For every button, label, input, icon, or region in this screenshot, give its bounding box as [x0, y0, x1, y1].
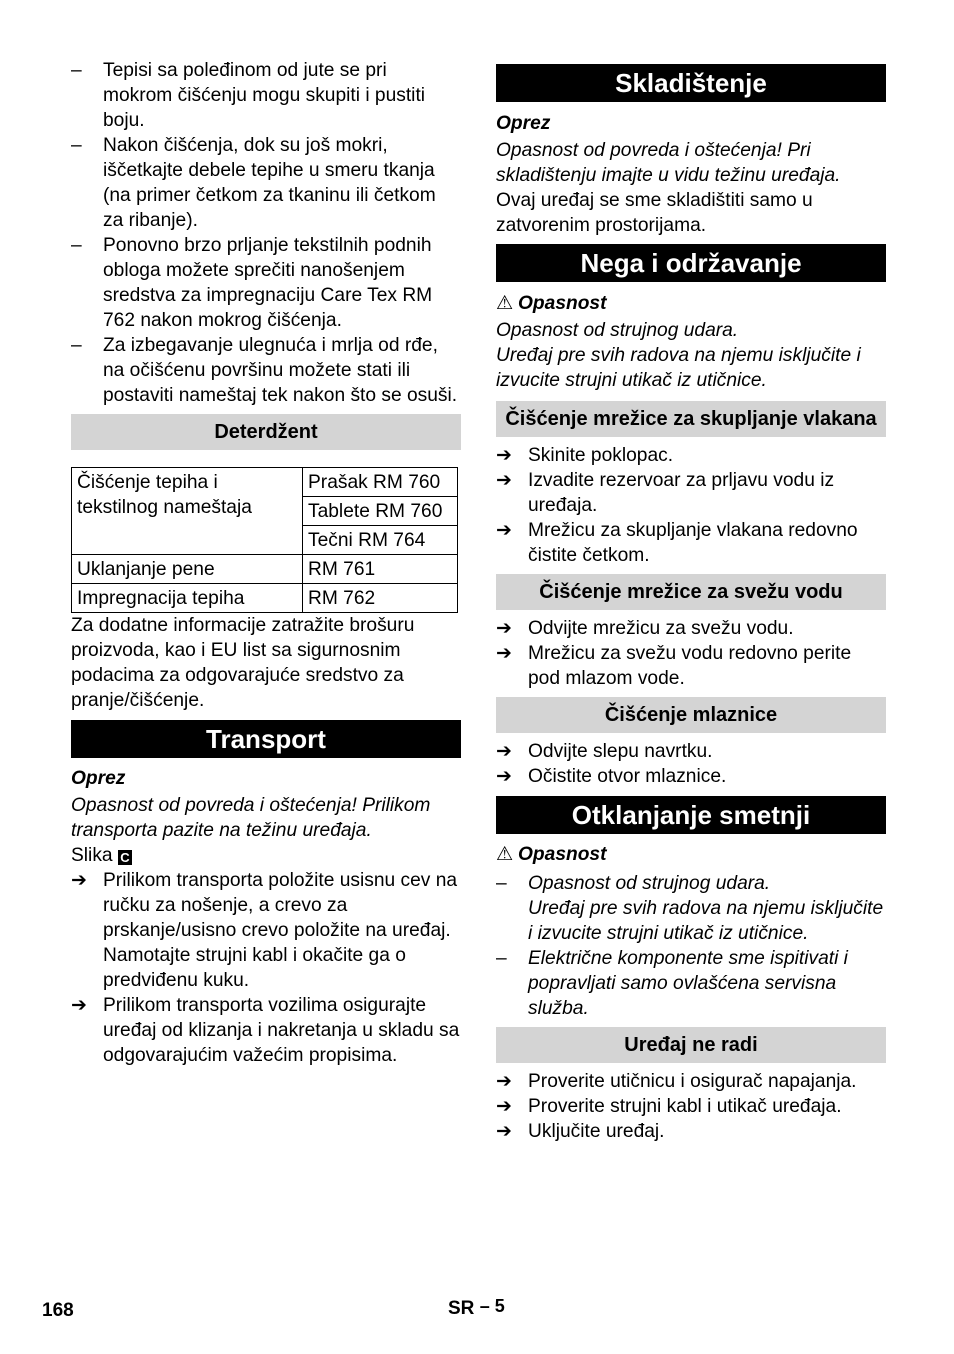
storage-text: Ovaj uređaj se sme skladištiti samo u zatvorenim prostorijama. [496, 190, 813, 236]
dash-icon: – [71, 60, 82, 81]
danger-notice: ⚠ Opasnost [496, 844, 607, 865]
dash-icon: – [496, 873, 507, 894]
figure-reference: Slika C [71, 843, 461, 868]
step-item: ➔ Proverite utičnicu i osigurač napajanja. [496, 1071, 857, 1092]
detergent-table [71, 467, 458, 613]
step-item: ➔ Prilikom transporta vozilima osigurajte uređaj od klizanja i nakretanja u skladu sa odgovarajućim važećim propisima. [71, 995, 460, 1066]
page-number: 168 [42, 1300, 74, 1321]
table-cell: Tablete RM 760 [303, 497, 458, 526]
caution-label: Oprez [71, 768, 126, 789]
table-row [72, 584, 458, 613]
caution-text: Opasnost od povreda i oštećenja! Pri skladištenju imajte u vidu težinu uređaja. [496, 140, 841, 186]
figure-letter-icon: C [118, 850, 132, 865]
transport-heading: Transport [71, 720, 461, 758]
arrow-right-icon: ➔ [71, 870, 87, 891]
arrow-right-icon: ➔ [496, 618, 512, 639]
step-item: ➔ Izvadite rezervoar za prljavu vodu iz uređaja. [496, 470, 835, 516]
nozzle-heading: Čišćenje mlaznice [496, 697, 886, 733]
step-item: ➔ Mrežicu za skupljanje vlakana redovno čistite četkom. [496, 520, 858, 566]
table-cell: Uklanjanje pene [72, 555, 303, 584]
table-cell: RM 761 [303, 555, 458, 584]
list-item: – Ponovno brzo prljanje tekstilnih podnih obloga možete sprečiti nanošenjem sredstva za impregnaciju Care Tex RM 762 nakon mokrog čišćenja. [71, 235, 433, 331]
left-column [71, 58, 461, 1068]
table-cell: Čišćenje tepiha i tekstilnog nameštaja [72, 468, 303, 555]
arrow-right-icon: ➔ [496, 1071, 512, 1092]
step-item: ➔ Proverite strujni kabl i utikač uređaja. [496, 1096, 842, 1117]
step-list [496, 739, 886, 789]
table-cell: Impregnacija tepiha [72, 584, 303, 613]
step-item: ➔ Mrežicu za svežu vodu redovno perite pod mlazom vode. [496, 643, 852, 689]
step-list [496, 616, 886, 691]
page-footer-label: SR – 5 [448, 1296, 505, 1319]
fresh-water-filter-heading: Čišćenje mrežice za svežu vodu [496, 574, 886, 610]
right-column [496, 58, 886, 1144]
caution-label: Oprez [496, 113, 551, 134]
danger-notice: ⚠ Opasnost [496, 293, 607, 314]
arrow-right-icon: ➔ [496, 741, 512, 762]
list-item: – Nakon čišćenja, dok su još mokri, iščetkajte debele tepihe u smeru tkanja (na primer četkom za tkaninu ili četkom za ribanje). [71, 135, 436, 231]
warning-icon: ⚠ [496, 844, 514, 865]
dash-icon: – [71, 335, 82, 356]
arrow-right-icon: ➔ [496, 445, 512, 466]
detergent-note: Za dodatne informacije zatražite brošuru proizvoda, kao i EU list sa sigurnosnim podacima za odgovarajuće sredstvo za pranje/čišćenje. [71, 615, 415, 711]
table-cell: RM 762 [303, 584, 458, 613]
caution-text: Opasnost od povreda i oštećenja! Prilikom transporta pazite na težinu uređaja. [71, 795, 431, 841]
troubleshooting-heading: Otklanjanje smetnji [496, 796, 886, 834]
arrow-right-icon: ➔ [496, 470, 512, 491]
table-row [72, 468, 458, 497]
step-item: ➔ Prilikom transporta položite usisnu cev na ručku za nošenje, a crevo za prskanje/usisno crevo položite na uređaj. Namotajte strujni kabl i okačite ga o predviđenu kuku. [71, 870, 458, 991]
danger-text: Opasnost od strujnog udara. Uređaj pre svih radova na njemu isključite i izvucite strujni utikač iz utičnice. [496, 320, 861, 391]
detergent-heading: Deterdžent [71, 414, 461, 450]
table-cell: Prašak RM 760 [303, 468, 458, 497]
list-item: – Za izbegavanje ulegnuća i mrlja od rđe, na očišćenu površinu možete stati ili postaviti nameštaj tek nakon što se osuši. [71, 335, 458, 406]
list-item: – Električne komponente sme ispitivati i popravljati samo ovlašćena servisna služba. [496, 948, 848, 1019]
warning-icon: ⚠ [496, 293, 514, 314]
device-not-working-heading: Uređaj ne radi [496, 1027, 886, 1063]
arrow-right-icon: ➔ [496, 1121, 512, 1142]
arrow-right-icon: ➔ [71, 995, 87, 1016]
step-item: ➔ Očistite otvor mlaznice. [496, 766, 727, 787]
dash-icon: – [71, 235, 82, 256]
lint-filter-heading: Čišćenje mrežice za skupljanje vlakana [496, 401, 886, 437]
arrow-right-icon: ➔ [496, 1096, 512, 1117]
step-item: ➔ Uključite uređaj. [496, 1121, 665, 1142]
step-item: ➔ Skinite poklopac. [496, 445, 674, 466]
step-item: ➔ Odvijte mrežicu za svežu vodu. [496, 618, 794, 639]
table-cell: Tečni RM 764 [303, 526, 458, 555]
table-row [72, 555, 458, 584]
arrow-right-icon: ➔ [496, 766, 512, 787]
dash-icon: – [71, 135, 82, 156]
arrow-right-icon: ➔ [496, 520, 512, 541]
list-item: – Opasnost od strujnog udara. Uređaj pre svih radova na njemu isključite i izvucite strujni utikač iz utičnice. [496, 873, 884, 944]
step-list [496, 1069, 886, 1144]
dash-icon: – [496, 948, 507, 969]
step-list [496, 443, 886, 568]
step-item: ➔ Odvijte slepu navrtku. [496, 741, 713, 762]
storage-heading: Skladištenje [496, 64, 886, 102]
arrow-right-icon: ➔ [496, 643, 512, 664]
list-item: – Tepisi sa poleđinom od jute se pri mokrom čišćenju mogu skupiti i pustiti boju. [71, 60, 426, 131]
care-heading: Nega i održavanje [496, 244, 886, 282]
